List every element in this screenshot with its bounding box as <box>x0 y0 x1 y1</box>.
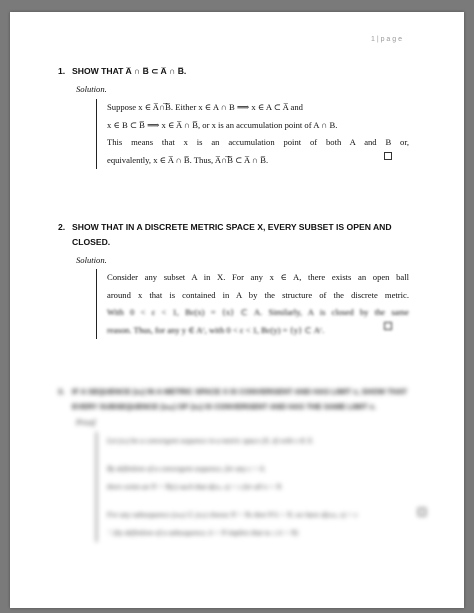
solution-line: reason. Thus, for any y ∈ Aᶜ, with 0 < ε < 1, Bε(y) = {y} ⊂ Aᶜ. <box>107 324 325 335</box>
question-2-text-line1: SHOW THAT IN A DISCRETE METRIC SPACE X, EVERY SUBSET IS OPEN AND <box>72 222 392 232</box>
solution-line: around x that is contained in A by the structure of the discrete metric. <box>107 289 409 300</box>
question-1-text: SHOW THAT A̅ ∩ B̅ ⊂ A̅ ∩ B̅. <box>72 66 187 76</box>
solution-line: Suppose x ∈ A̅∩̅B̅. Either x ∈ A ∩ B ⟹ x ∈ A ⊂ A̅ and <box>107 102 303 112</box>
document-page <box>10 12 464 608</box>
question-2-text-line2: CLOSED. <box>72 237 111 247</box>
proof-line: Let (xₙ) be a convergent sequence in a metric space (X, d) with x ∈ X. <box>107 436 314 445</box>
proof-line: For any subsequence (xₙₖ) ⊂ (xₙ) choose N = Nₖ then ∀ k > N, we have d(xₙₖ, x) < ε <box>107 510 358 519</box>
solution-line: With 0 < ε < 1, Bε(x) = {x} ⊂ A. Similarly, A is closed by the same <box>107 307 409 317</box>
question-3-text-line1: IF A SEQUENCE (xₙ) IN A METRIC SPACE X IS CONVERGENT AND HAS LIMIT x, SHOW THAT <box>72 387 408 396</box>
proof-line: there exists an N = N(ε) such that d(xₙ, x) < ε for all n > N. <box>107 482 283 491</box>
question-3-text-line2: EVERY SUBSEQUENCE (xₙₖ) OF (xₙ) IS CONVERGENT AND HAS THE SAME LIMIT x. <box>72 402 376 411</box>
question-3-title <box>58 384 450 414</box>
question-3-proof-label: Proof <box>76 417 96 427</box>
question-3-proof-body <box>96 432 437 542</box>
question-2-number: 2. <box>58 222 66 232</box>
solution-line: Consider any subset A in X. For any x ∈ A, there exists an open ball <box>107 272 409 282</box>
qed-box-icon <box>418 508 426 516</box>
page-number-header: 1 | p a g e <box>370 36 402 43</box>
question-2-solution-label: Solution. <box>76 255 107 265</box>
question-1-title <box>58 64 450 79</box>
question-1-number: 1. <box>58 66 66 76</box>
solution-line: This means that x is an accumulation point of both A and B or, <box>107 137 409 147</box>
proof-line: By definition of a convergent sequence, for any ε > 0, <box>107 464 266 473</box>
qed-box-icon <box>384 322 392 330</box>
proof-line: ∵ (by definition of a subsequence, k > N implies that nₖ ≥ k > N) <box>107 528 298 537</box>
solution-line: x ∈ B ⊂ B̅ ⟹ x ∈ A̅ ∩ B̅, or x is an accumulation point of A ∩ B. <box>107 119 338 130</box>
solution-line: equivalently, x ∈ A̅ ∩ B̅. Thus, A̅∩̅B̅ ⊂ A̅ ∩ B̅. <box>107 154 269 165</box>
qed-box-icon <box>384 152 392 160</box>
question-2-solution-body <box>96 269 409 339</box>
question-3-number: 3. <box>58 387 65 396</box>
question-2-title <box>58 220 450 250</box>
question-1-solution-label: Solution. <box>76 84 107 94</box>
question-1-solution-body <box>96 99 409 169</box>
